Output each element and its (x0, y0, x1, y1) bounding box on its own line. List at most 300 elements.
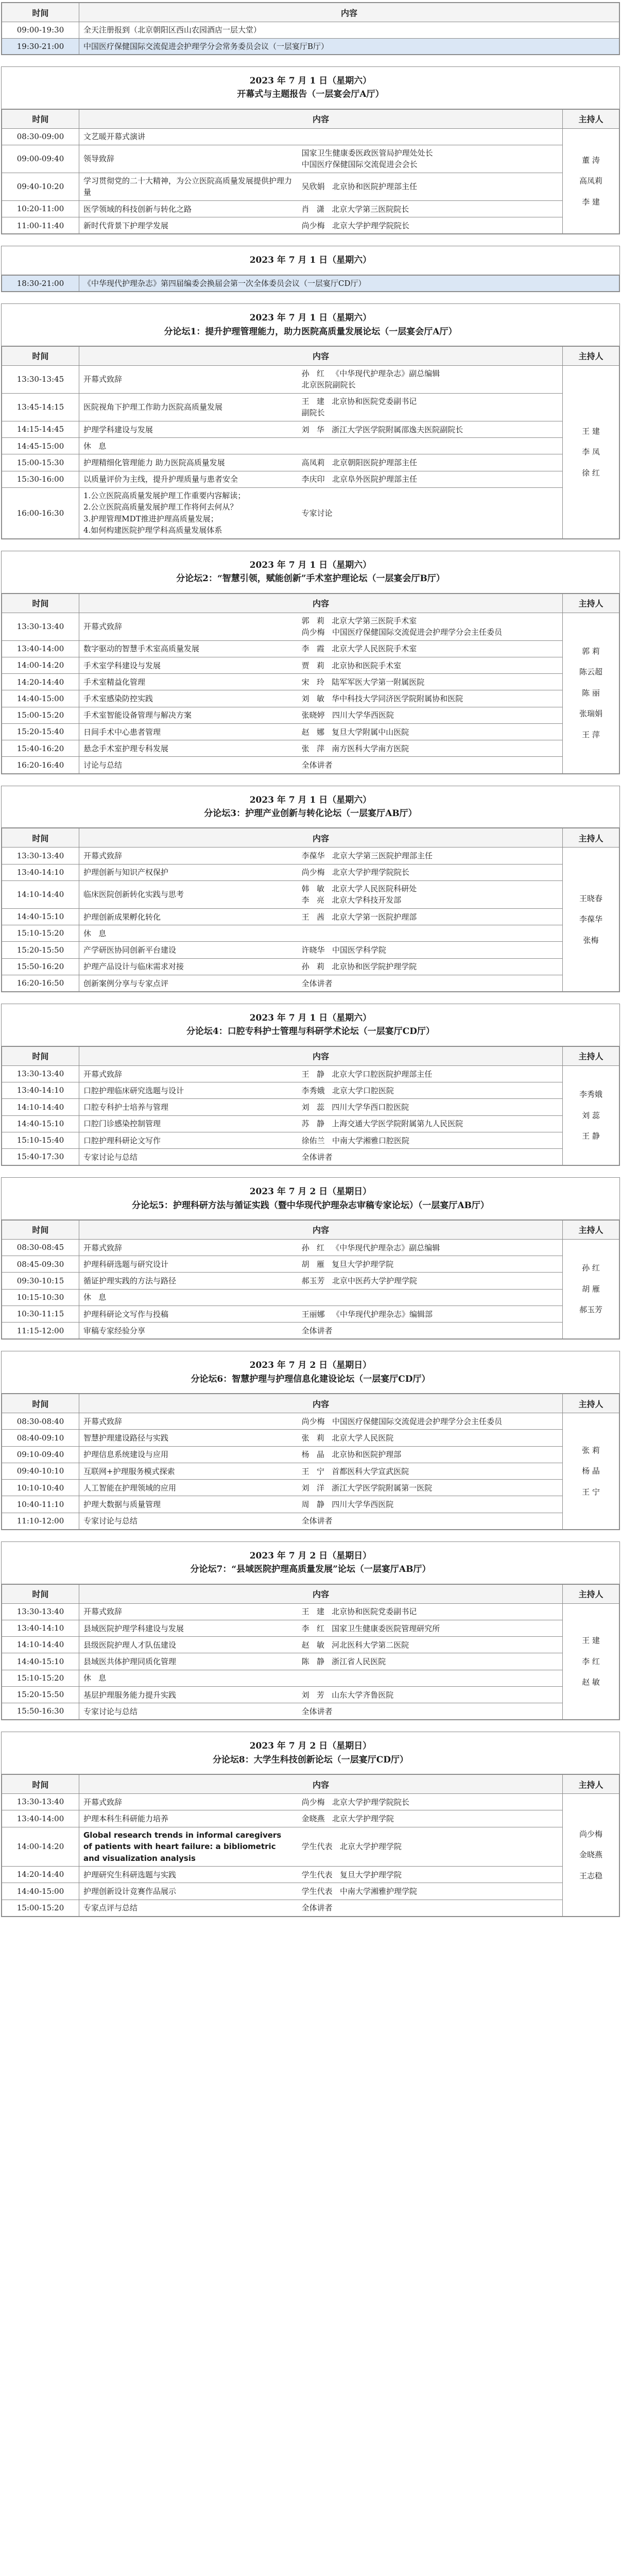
row-time: 13:40-14:10 (2, 864, 79, 880)
table-row (2, 1653, 619, 1670)
session-title: 分论坛6：智慧护理与护理信息化建设论坛（一层宴厅CD厅） (191, 1374, 430, 1384)
table-row (2, 1603, 619, 1620)
chair-name: 陈 丽 (582, 688, 600, 698)
row-time: 15:00-15:20 (2, 1900, 79, 1916)
table-row (2, 471, 619, 487)
row-content (79, 1827, 563, 1867)
talk-topic: 开幕式致辞 (83, 1607, 123, 1617)
row-content (79, 723, 563, 740)
row-content (79, 1149, 563, 1165)
talk-speaker: 专家讨论 (301, 508, 333, 518)
table-row (2, 487, 619, 538)
talk-topic: 开幕式致辞 (83, 1416, 123, 1426)
table-row (2, 200, 619, 217)
table-row (2, 393, 619, 421)
row-time: 13:40-14:10 (2, 1620, 79, 1636)
table-row (2, 880, 619, 908)
talk-speaker: 徐佑兰 中南大学湘雅口腔医院 (301, 1136, 409, 1145)
talk-topic: 专家讨论与总结 (83, 1516, 138, 1526)
chair-name: 王 建 (582, 1636, 600, 1646)
talk-topic: 县级医院护理人才队伍建设 (83, 1640, 177, 1650)
talk-topic: 护理学科建设与发展 (83, 425, 153, 434)
row-time: 18:30-21:00 (2, 275, 79, 292)
row-content (79, 1413, 563, 1430)
header-content: 内容 (79, 1584, 563, 1603)
row-time: 14:10-14:40 (2, 1637, 79, 1653)
talk-speaker: 国家卫生健康委医政医管局护理处处长 中国医疗保健国际交流促进会会长 (301, 148, 433, 170)
table-row (2, 1115, 619, 1132)
row-content: 全天注册报到（北京朝阳区西山农园酒店一层大堂） (79, 22, 619, 39)
header-chair: 主持人 (563, 109, 619, 128)
talk-topic: 护理大数据与质量管理 (83, 1500, 161, 1510)
row-content (79, 908, 563, 925)
talk-topic: 休 息 (83, 1293, 107, 1302)
row-content: 中国医疗保健国际交流促进会护理学分会常务委员会议（一层宴厅B厅） (79, 38, 619, 55)
talk-speaker: 孙 莉 北京协和医学院护理学院 (301, 962, 417, 972)
table-row (2, 1900, 619, 1916)
session-block (1, 1177, 620, 1340)
session-title: 分论坛3：护理产业创新与转化论坛（一层宴厅AB厅） (204, 808, 417, 819)
table-row (2, 1670, 619, 1686)
table-row (2, 908, 619, 925)
row-content (79, 1810, 563, 1827)
chair-cell (563, 1065, 619, 1165)
session-block (1, 551, 620, 774)
talk-topic: 文艺暖开幕式演讲 (83, 132, 146, 142)
row-time: 14:40-15:00 (2, 1883, 79, 1900)
row-time: 15:50-16:20 (2, 958, 79, 975)
talk-speaker: 学生代表 中南大学湘雅护理学院 (301, 1887, 417, 1896)
session-block (1, 246, 620, 292)
registration-schedule-block (1, 2, 620, 55)
talk-speaker: 金晓燕 北京大学护理学院 (301, 1814, 394, 1824)
table-row (2, 1703, 619, 1720)
header-chair: 主持人 (563, 1220, 619, 1239)
chair-name: 张 莉 (582, 1445, 600, 1455)
talk-topic: 智慧护理建设路径与实践 (83, 1433, 169, 1443)
table-row (2, 1099, 619, 1115)
talk-speaker: 宋 玲 陆军军医大学第一附属医院 (301, 677, 425, 687)
row-time: 13:30-13:40 (2, 1794, 79, 1810)
chair-name: 李 建 (582, 197, 600, 207)
talk-topic: 护理科研论文写作与投稿 (83, 1309, 169, 1319)
session-table (2, 346, 619, 539)
talk-topic: 悬念手术室护理专科发展 (83, 743, 169, 753)
talk-speaker: 韩 敏 北京大学人民医院科研处 李 亮 北京大学科技开发部 (301, 884, 417, 905)
session-header (2, 1351, 619, 1394)
talk-speaker: 李 红 国家卫生健康委医院管理研究所 (301, 1623, 440, 1633)
row-time: 08:40-09:10 (2, 1430, 79, 1446)
table-row (2, 674, 619, 690)
talk-topic: 1.公立医院高质量发展护理工作重要内容解读； 2.公立医院高质量发展护理工作将何去何从？ 3.护理管理MDT推进护理高质量发展； 4.如何构建医院护理学科高质量发展体系 (83, 490, 246, 535)
table-row (2, 1239, 619, 1256)
session-title: 分论坛1：提升护理管理能力，助力医院高质量发展论坛（一层宴会厅A厅） (164, 326, 457, 337)
talk-speaker: 刘 蕊 四川大学华西口腔医院 (301, 1103, 409, 1112)
talk-topic: 休 息 (83, 1673, 107, 1683)
row-time: 13:40-14:00 (2, 1810, 79, 1827)
header-time: 时间 (2, 1584, 79, 1603)
table-row (2, 657, 619, 673)
session-date: 2023 年 7 月 2 日（星期日） (249, 1360, 372, 1371)
row-content (79, 471, 563, 487)
chair-cell (563, 365, 619, 538)
talk-speaker: 高凤莉 北京朝阳医院护理部主任 (301, 458, 417, 468)
talk-topic: 互联网+护理服务模式探索 (83, 1466, 175, 1476)
row-content (79, 1883, 563, 1900)
chair-name: 张梅 (583, 935, 599, 945)
chair-cell (563, 1413, 619, 1530)
table-row (2, 1463, 619, 1479)
row-time: 09:10-09:40 (2, 1446, 79, 1463)
row-content (79, 757, 563, 773)
talk-speaker: 刘 洋 浙江大学医学院附属第一医院 (301, 1483, 433, 1493)
row-content (79, 1794, 563, 1810)
chair-name: 陈云超 (579, 667, 602, 677)
table-row (2, 1132, 619, 1148)
row-time: 15:00-15:20 (2, 707, 79, 723)
row-content (79, 393, 563, 421)
table-row (2, 848, 619, 864)
table-header-row (2, 109, 619, 128)
table-row (2, 942, 619, 958)
talk-topic: 医院视角下护理工作助力医院高质量发展 (83, 402, 223, 412)
table-row (2, 864, 619, 880)
talk-topic: 学习贯彻党的二十大精神，为公立医院高质量发展提供护理力量 (83, 176, 292, 197)
row-content (79, 1239, 563, 1256)
talk-topic: 口腔门诊感染控制管理 (83, 1119, 161, 1129)
talk-speaker: 许晓华 中国医学科学院 (301, 945, 386, 955)
row-time: 10:40-11:10 (2, 1496, 79, 1513)
session-header (2, 1542, 619, 1584)
row-time: 15:40-17:30 (2, 1149, 79, 1165)
talk-topic: 护理创新设计竞赛作品展示 (83, 1887, 177, 1896)
talk-speaker: 全体讲者 (301, 1152, 333, 1162)
header-chair: 主持人 (563, 1394, 619, 1413)
row-time: 15:20-15:50 (2, 1686, 79, 1703)
row-time: 08:30-09:00 (2, 128, 79, 145)
row-time: 16:20-16:40 (2, 757, 79, 773)
talk-speaker: 李葆华 北京大学第三医院护理部主任 (301, 851, 433, 861)
talk-topic: 开幕式致辞 (83, 375, 123, 384)
table-row (2, 1480, 619, 1496)
talk-speaker: 张 莉 北京大学人民医院 (301, 1433, 394, 1443)
session-block (1, 786, 620, 992)
header-content: 内容 (79, 1220, 563, 1239)
talk-speaker: 王 宁 首都医科大学宣武医院 (301, 1466, 409, 1476)
row-time: 11:00-11:40 (2, 217, 79, 234)
row-time: 16:20-16:50 (2, 975, 79, 991)
row-time: 10:20-11:00 (2, 200, 79, 217)
chair-name: 王志稳 (579, 1871, 602, 1880)
header-time: 时间 (2, 1775, 79, 1794)
table-row (2, 1149, 619, 1165)
session-block (1, 303, 620, 539)
chair-cell (563, 128, 619, 234)
row-content (79, 1670, 563, 1686)
talk-speaker: 孙 红 《中华现代护理杂志》副总编辑 (301, 1243, 440, 1252)
talk-speaker: 学生代表 复旦大学护理学院 (301, 1870, 402, 1879)
header-chair: 主持人 (563, 1046, 619, 1065)
row-content (79, 880, 563, 908)
talk-topic: 领导致辞 (83, 154, 115, 164)
table-row (2, 723, 619, 740)
table-header-row (2, 346, 619, 365)
table-row (2, 454, 619, 471)
header-time: 时间 (2, 3, 79, 22)
row-content (79, 958, 563, 975)
talk-speaker: 张晓婷 四川大学华西医院 (301, 710, 394, 720)
talk-topic: 护理科研选题与研究设计 (83, 1259, 169, 1269)
session-date: 2023 年 7 月 1 日（星期六） (249, 76, 372, 86)
talk-speaker: 吴欣娟 北京协和医院护理部主任 (301, 182, 417, 192)
table-header-row (2, 828, 619, 848)
row-content (79, 217, 563, 234)
row-content (79, 1323, 563, 1339)
chair-name: 张瑞娟 (579, 709, 602, 719)
talk-topic: 以质量评价为主线，提升护理质量与患者安全 (83, 474, 238, 484)
talk-speaker: 尚少梅 中国医疗保健国际交流促进会护理学分会主任委员 (301, 1416, 502, 1426)
row-content (79, 1513, 563, 1529)
talk-topic: 开幕式致辞 (83, 1243, 123, 1252)
row-content (79, 1446, 563, 1463)
header-time: 时间 (2, 1046, 79, 1065)
row-content (79, 1686, 563, 1703)
row-time: 15:10-15:20 (2, 1670, 79, 1686)
row-content (79, 1496, 563, 1513)
header-chair: 主持人 (563, 1584, 619, 1603)
row-content (79, 1256, 563, 1273)
session-header (2, 1178, 619, 1220)
table-row (2, 975, 619, 991)
row-time: 14:40-15:10 (2, 1115, 79, 1132)
table-row (2, 1065, 619, 1082)
chair-name: 尚少梅 (579, 1829, 602, 1839)
row-time: 15:10-15:40 (2, 1132, 79, 1148)
table-row (2, 1867, 619, 1883)
table-header-row (2, 3, 619, 22)
talk-topic: 护理信息系统建设与应用 (83, 1450, 169, 1460)
talk-speaker: 尚少梅 北京大学护理学院院长 (301, 868, 409, 877)
row-content (79, 864, 563, 880)
row-time: 09:40-10:20 (2, 173, 79, 200)
header-content: 内容 (79, 828, 563, 848)
talk-topic: 护理产品设计与临床需求对接 (83, 962, 184, 972)
talk-speaker: 赵 娜 复旦大学附属中山医院 (301, 727, 409, 737)
talk-speaker: 陈 静 浙江省人民医院 (301, 1657, 386, 1667)
talk-topic: 讨论与总结 (83, 760, 123, 770)
row-content (79, 1603, 563, 1620)
header-content: 内容 (79, 1046, 563, 1065)
row-time: 15:20-15:40 (2, 723, 79, 740)
chair-name: 刘 蕊 (582, 1110, 600, 1120)
row-time: 14:10-14:40 (2, 1099, 79, 1115)
row-time: 14:15-14:45 (2, 421, 79, 437)
row-time: 09:00-09:40 (2, 145, 79, 173)
header-content: 内容 (79, 1394, 563, 1413)
session-title: 分论坛2：“智慧引领，赋能创新”手术室护理论坛（一层宴会厅B厅） (176, 573, 445, 584)
row-time: 08:30-08:40 (2, 1413, 79, 1430)
chair-name: 孙 红 (582, 1263, 600, 1273)
table-header-row (2, 1775, 619, 1794)
row-time: 09:30-10:15 (2, 1273, 79, 1289)
row-time: 11:15-12:00 (2, 1323, 79, 1339)
header-time: 时间 (2, 346, 79, 365)
header-time: 时间 (2, 1220, 79, 1239)
header-chair: 主持人 (563, 594, 619, 613)
registration-table (2, 3, 619, 55)
talk-topic: 开幕式致辞 (83, 1797, 123, 1807)
talk-topic: 创新案例分享与专家点评 (83, 978, 169, 988)
row-content (79, 1306, 563, 1322)
talk-speaker: 肖 潇 北京大学第三医院院长 (301, 204, 409, 214)
row-content (79, 1463, 563, 1479)
row-content (79, 707, 563, 723)
row-time: 13:40-14:00 (2, 640, 79, 657)
session-block (1, 1351, 620, 1530)
table-row-highlighted (2, 38, 619, 55)
row-time: 15:50-16:30 (2, 1703, 79, 1720)
row-time: 13:30-13:40 (2, 848, 79, 864)
table-row (2, 1496, 619, 1513)
header-content: 内容 (79, 109, 563, 128)
row-content (79, 690, 563, 707)
row-time: 13:30-13:40 (2, 1065, 79, 1082)
row-time: 09:40-10:10 (2, 1463, 79, 1479)
talk-topic: 人工智能在护理领域的应用 (83, 1483, 177, 1493)
session-table (2, 1046, 619, 1166)
session-title: 开幕式与主题报告（一层宴会厅A厅） (237, 89, 384, 100)
chair-name: 高凤莉 (579, 176, 602, 186)
talk-topic: 专家讨论与总结 (83, 1152, 138, 1162)
chair-name: 王 萍 (582, 730, 600, 739)
table-row (2, 22, 619, 39)
talk-speaker: 苏 静 上海交通大学医学院附属第九人民医院 (301, 1119, 463, 1129)
row-time: 14:40-15:10 (2, 1653, 79, 1670)
session-title: 分论坛5：护理科研方法与循证实践（暨中华现代护理杂志审稿专家论坛）（一层宴厅AB厅） (132, 1200, 489, 1211)
table-row (2, 1827, 619, 1867)
session-date: 2023 年 7 月 1 日（星期六） (249, 255, 372, 266)
talk-speaker: 孙 红 《中华现代护理杂志》副总编辑 北京医院副院长 (301, 368, 440, 390)
talk-topic: 手术室精益化管理 (83, 677, 146, 687)
table-row (2, 1794, 619, 1810)
row-time: 14:00-14:20 (2, 1827, 79, 1867)
chair-name: 王 建 (582, 426, 600, 436)
talk-topic: 医学领域的科技创新与转化之路 (83, 204, 192, 214)
row-content (79, 1620, 563, 1636)
session-header (2, 1004, 619, 1046)
talk-topic: 护理研究生科研选题与实践 (83, 1870, 177, 1879)
row-time: 14:00-14:20 (2, 657, 79, 673)
talk-topic: 休 息 (83, 441, 107, 451)
session-table (2, 109, 619, 234)
row-time: 14:20-14:40 (2, 1867, 79, 1883)
table-row (2, 1430, 619, 1446)
table-row (2, 1323, 619, 1339)
table-row (2, 640, 619, 657)
table-row (2, 740, 619, 757)
chair-name: 杨 晶 (582, 1466, 600, 1476)
talk-speaker: 胡 雁 复旦大学护理学院 (301, 1259, 394, 1269)
talk-topic: 临床医院创新转化实践与思考 (83, 890, 184, 900)
talk-speaker: 杨 晶 北京协和医院护理部 (301, 1450, 402, 1460)
talk-speaker: 李 霞 北京大学人民医院手术室 (301, 644, 417, 654)
session-header (2, 304, 619, 346)
header-time: 时间 (2, 1394, 79, 1413)
session-header (2, 67, 619, 109)
row-content (79, 1430, 563, 1446)
talk-topic: 县域医院护理学科建设与发展 (83, 1623, 184, 1633)
session-date: 2023 年 7 月 1 日（星期六） (249, 560, 372, 570)
chair-name: 王晓春 (579, 893, 602, 903)
chair-cell (563, 613, 619, 773)
talk-topic: 开幕式致辞 (83, 621, 123, 631)
talk-speaker: 赵 敏 河北医科大学第二医院 (301, 1640, 409, 1650)
talk-topic: 新时代背景下护理学发展 (83, 221, 169, 230)
chair-name: 王 宁 (582, 1487, 600, 1497)
session-date: 2023 年 7 月 2 日（星期日） (249, 1187, 372, 1197)
table-row (2, 1686, 619, 1703)
talk-speaker: 学生代表 北京大学护理学院 (301, 1842, 402, 1852)
session-table (2, 1394, 619, 1530)
table-row (2, 217, 619, 234)
row-time: 14:40-15:10 (2, 908, 79, 925)
row-content (79, 613, 563, 640)
talk-topic: 护理本科生科研能力培养 (83, 1814, 169, 1824)
header-content: 内容 (79, 3, 619, 22)
chair-cell (563, 1239, 619, 1339)
table-row (2, 1810, 619, 1827)
row-time: 10:15-10:30 (2, 1289, 79, 1306)
talk-speaker: 尚少梅 北京大学护理学院院长 (301, 221, 409, 230)
session-header (2, 246, 619, 275)
row-content (79, 421, 563, 437)
table-row (2, 1446, 619, 1463)
chair-name: 郝玉芳 (579, 1305, 602, 1315)
session-table (2, 275, 619, 292)
row-content (79, 674, 563, 690)
session-block (1, 66, 620, 234)
chair-cell (563, 848, 619, 992)
session-table (2, 1220, 619, 1340)
row-content (79, 1082, 563, 1099)
talk-speaker: 郝玉芳 北京中医药大学护理学院 (301, 1276, 417, 1286)
table-row (2, 757, 619, 773)
chair-name: 李 凤 (582, 447, 600, 457)
table-header-row (2, 1394, 619, 1413)
talk-topic: 县域医共体护理同质化管理 (83, 1657, 177, 1667)
row-time: 16:00-16:30 (2, 487, 79, 538)
chair-cell (563, 1603, 619, 1720)
table-row (2, 1413, 619, 1430)
talk-speaker: 全体讲者 (301, 1903, 333, 1913)
row-content (79, 438, 563, 454)
talk-speaker: 王 茜 北京大学第一医院护理部 (301, 912, 417, 922)
talk-speaker: 王 建 北京协和医院党委副书记 副院长 (301, 396, 417, 418)
talk-topic: 护理创新与知识产权保护 (83, 868, 169, 877)
header-content: 内容 (79, 346, 563, 365)
header-content: 内容 (79, 594, 563, 613)
table-row (2, 613, 619, 640)
session-title: 分论坛4：口腔专科护士管理与科研学术论坛（一层宴厅CD厅） (186, 1026, 435, 1037)
table-row (2, 958, 619, 975)
chair-name: 徐 红 (582, 468, 600, 478)
row-content (79, 1132, 563, 1148)
talk-topic: 手术室学科建设与发展 (83, 660, 161, 670)
talk-topic: 开幕式致辞 (83, 1069, 123, 1079)
talk-topic: 休 息 (83, 928, 107, 938)
table-row (2, 1620, 619, 1636)
talk-topic: 手术室感染防控实践 (83, 694, 153, 704)
